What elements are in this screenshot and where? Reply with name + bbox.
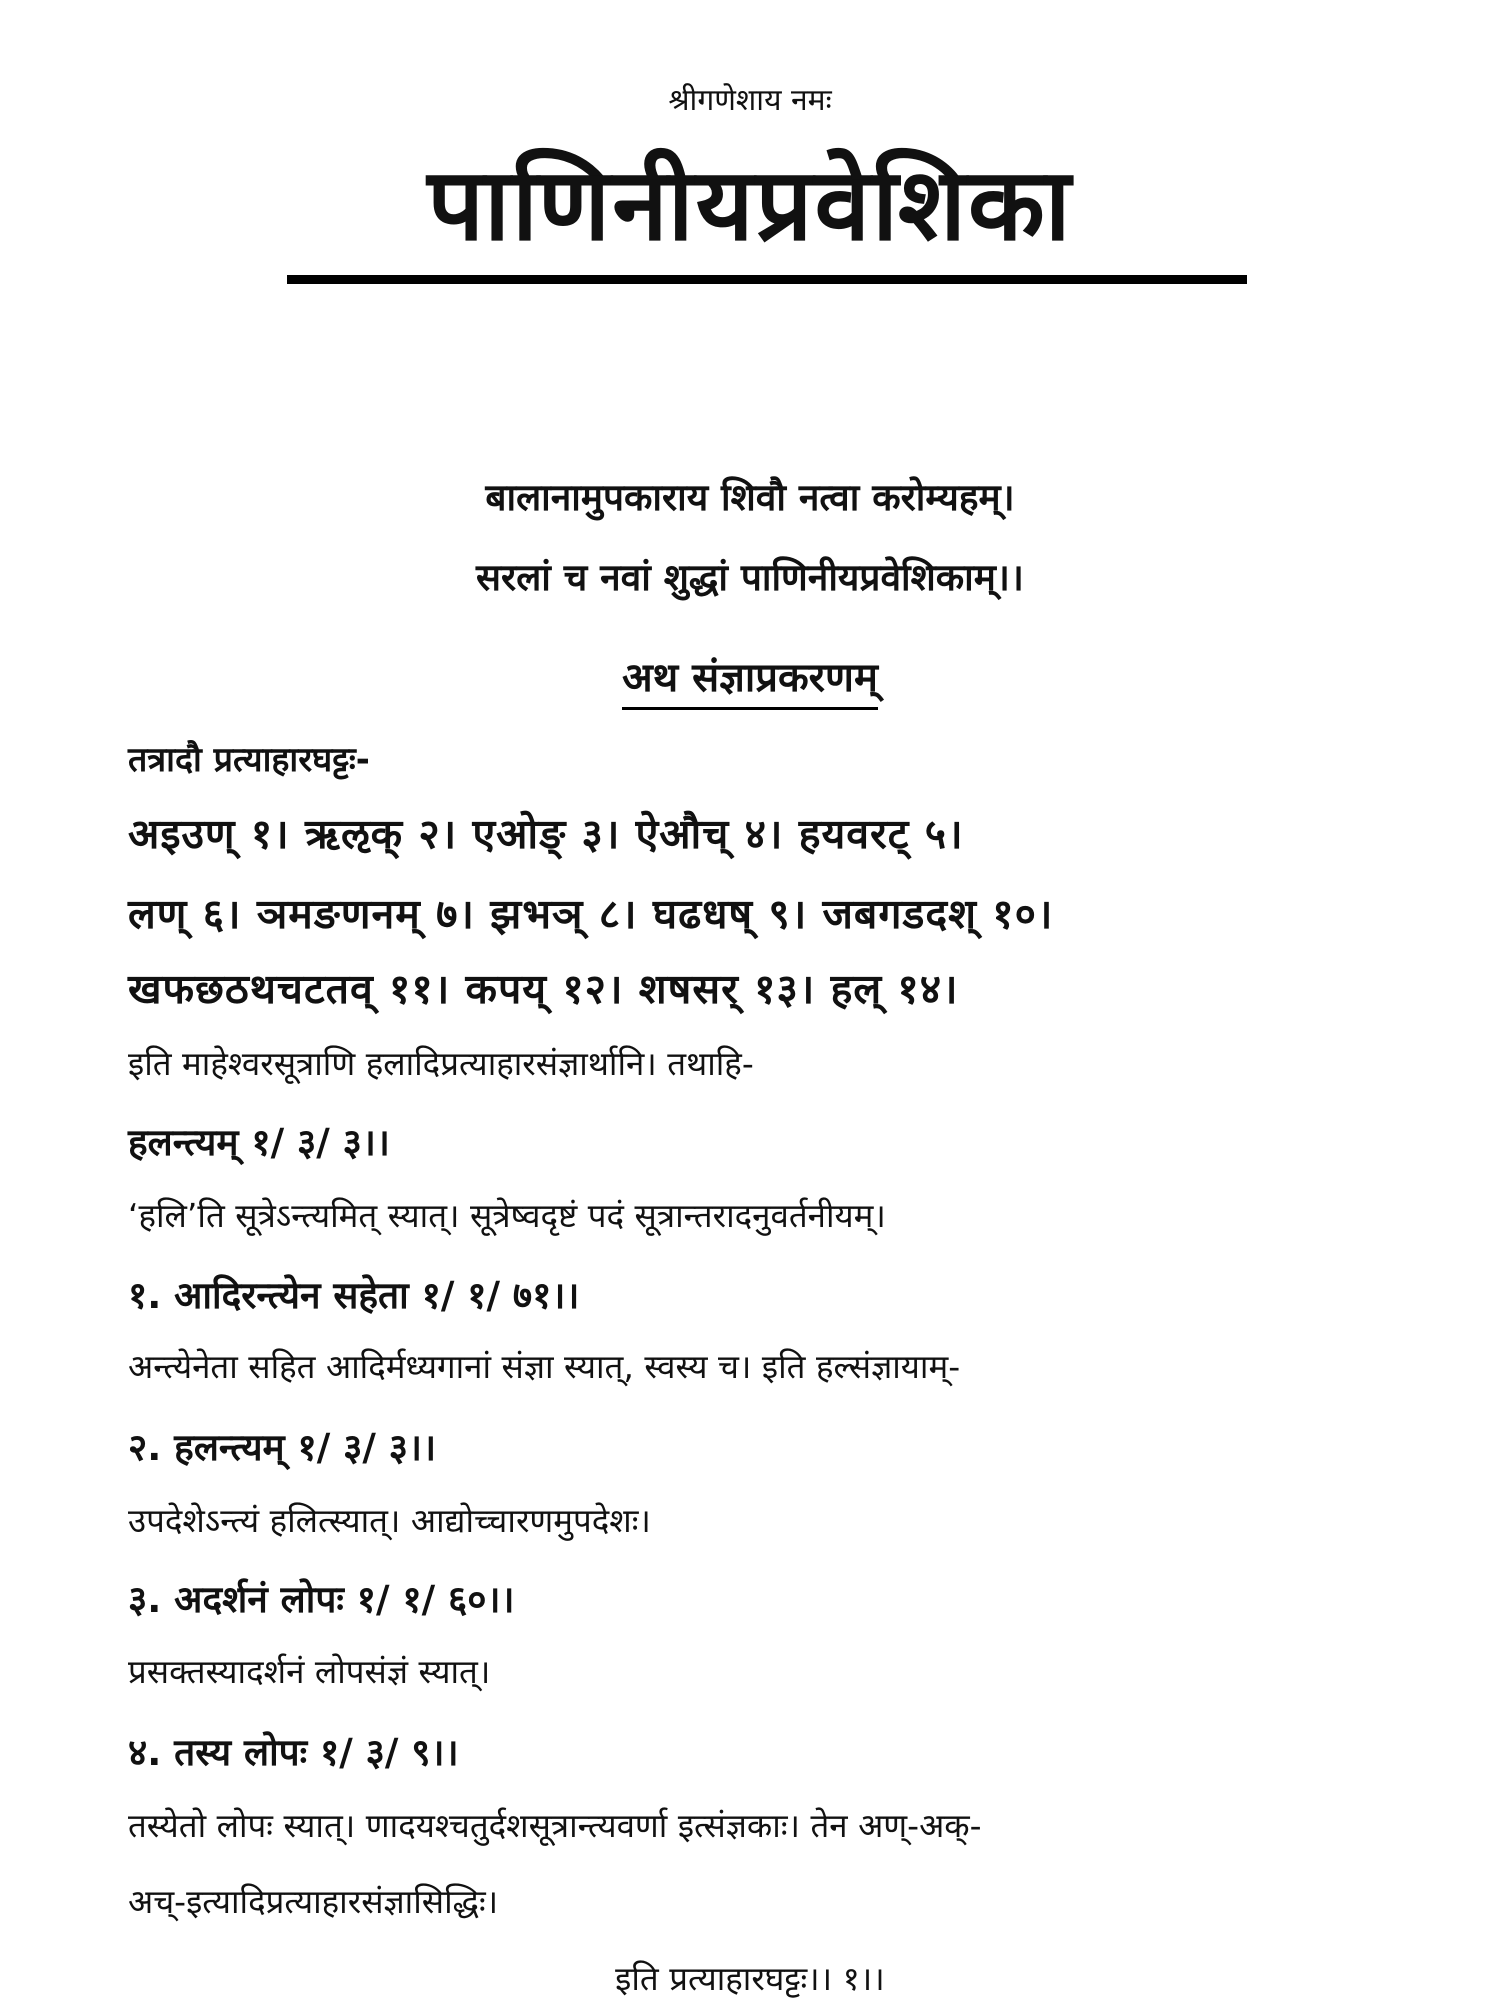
intro-line: तत्रादौ प्रत्याहारघट्टः- (128, 740, 370, 780)
maheshvara-sutra-line-3: खफछठथचटतव् ११। कपय् १२। शषसर् १३। हल् १४। (128, 965, 959, 1013)
sutra-heading: २. हलन्त्यम् १/ ३/ ३।। (128, 1426, 437, 1469)
sutra-heading: हलन्त्यम् १/ ३/ ३।। (128, 1121, 390, 1164)
maheshvara-sutra-line-1: अइउण् १। ऋऌक् २। एओङ् ३। ऐऔच् ४। हयवरट् ५। (128, 810, 964, 858)
explanation-text: प्रसक्तस्यादर्शनं लोपसंज्ञं स्यात्। (128, 1652, 491, 1691)
invocation-line: श्रीगणेशाय नमः (668, 83, 832, 118)
sutra-heading: ४. तस्य लोपः १/ ३/ ९।। (128, 1731, 459, 1774)
explanation-text: अन्त्येनेता सहित आदिर्मध्यगानां संज्ञा स्यात्, स्वस्य च। इति हल्संज्ञायाम्- (128, 1347, 961, 1386)
maheshvara-sutra-line-2: लण् ६। ञमङणनम् ७। झभञ् ८। घढधष् ९। जबगडदश् १०। (128, 890, 1054, 938)
sutra-heading: ३. अदर्शनं लोपः १/ १/ ६०।। (128, 1578, 515, 1621)
section-heading-text: अथ संज्ञाप्रकरणम् (622, 655, 878, 710)
explanation-text: इति माहेश्वरसूत्राणि हलादिप्रत्याहारसंज्ञार्थानि। तथाहि- (128, 1044, 754, 1083)
section-heading (0, 648, 1500, 703)
title-underline-rule (287, 275, 1247, 284)
explanation-text: तस्येतो लोपः स्यात्। णादयश्चतुर्दशसूत्रान्त्यवर्णा इत्संज्ञकाः। तेन अण्-अक्- (128, 1806, 982, 1845)
verse-line-2: सरलां च नवां शुद्धां पाणिनीयप्रवेशिकाम्।। (476, 556, 1024, 599)
explanation-text: ‘हलि’ति सूत्रेऽन्त्यमित् स्यात्। सूत्रेष्वदृष्टं पदं सूत्रान्तरादनुवर्तनीयम्। (128, 1196, 886, 1235)
closing-line: इति प्रत्याहारघट्टः।। १।। (615, 1959, 885, 1998)
verse-line-1: बालानामुपकाराय शिवौ नत्वा करोम्यहम्। (485, 476, 1015, 519)
page-title: पाणिनीयप्रवेशिका (427, 146, 1073, 263)
sutra-heading: १. आदिरन्त्येन सहेता १/ १/ ७१।। (128, 1274, 580, 1317)
explanation-text: अच्-इत्यादिप्रत्याहारसंज्ञासिद्धिः। (128, 1882, 499, 1921)
explanation-text: उपदेशेऽन्त्यं हलित्स्यात्। आद्योच्चारणमुपदेशः। (128, 1501, 651, 1540)
